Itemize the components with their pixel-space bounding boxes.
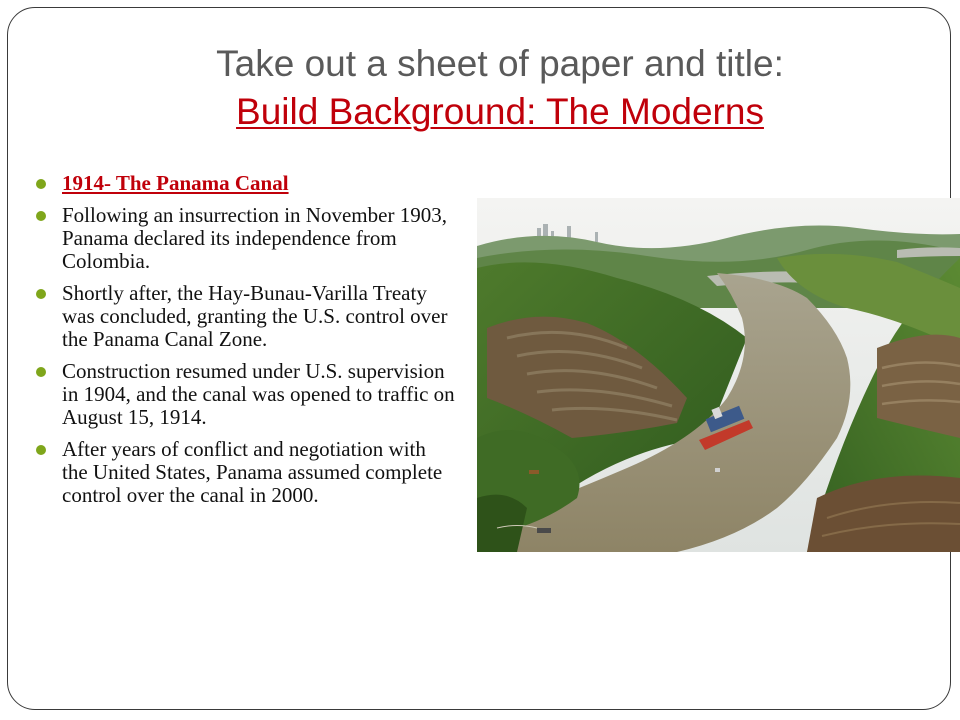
- bullet-item: [36, 360, 456, 429]
- bullet-item: [36, 438, 456, 507]
- bullet-dot-icon: [36, 445, 46, 455]
- bullet-dot-icon: [36, 289, 46, 299]
- title-line-1: Take out a sheet of paper and title:: [216, 43, 784, 84]
- bullet-dot-icon: [36, 211, 46, 221]
- bullet-text: Following an insurrection in November 1903, Panama declared its independence from Colombia.: [62, 203, 447, 273]
- bullet-text: After years of conflict and negotiation with the United States, Panama assumed complete control over the canal in 2000.: [62, 437, 443, 507]
- bullet-item: [36, 172, 456, 195]
- slide-title: [20, 40, 960, 136]
- bullet-dot-icon: [36, 367, 46, 377]
- bullet-heading-text: 1914- The Panama Canal: [62, 171, 289, 195]
- bullet-list: [36, 172, 456, 516]
- bullet-item: [36, 282, 456, 351]
- bullet-item: [36, 204, 456, 273]
- bullet-text: Shortly after, the Hay-Bunau-Varilla Treaty was concluded, granting the U.S. control over the Panama Canal Zone.: [62, 281, 448, 351]
- bullet-text: Construction resumed under U.S. supervision in 1904, and the canal was opened to traffic on August 15, 1914.: [62, 359, 455, 429]
- bullet-dot-icon: [36, 179, 46, 189]
- title-line-2: Build Background: The Moderns: [236, 91, 764, 132]
- panama-canal-photo: [477, 198, 960, 552]
